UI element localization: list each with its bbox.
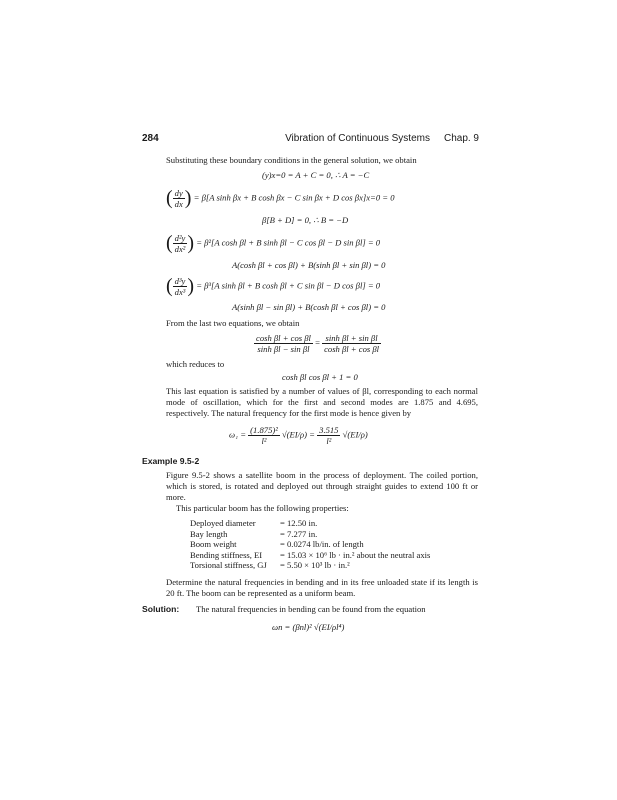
equation-10: ω₁ = $\frac{\text{(1.875)²}}{\text{l²}}$ √(EI/ρ) = $\frac{3.515}{\text{l²}}$ √(EI/ρ) xyxy=(229,425,368,446)
example-paragraph-1: Figure 9.5-2 shows a satellite boom in the process of deployment. The coiled portion, which is stored, is rotated and deployed out through straight guides to extend 100 ft or more. xyxy=(166,470,478,502)
equation-1: (y)x=0 = A + C = 0, ∴ A = −C xyxy=(262,170,370,180)
reduces-text: which reduces to xyxy=(166,359,225,369)
running-head xyxy=(285,133,479,144)
determine-paragraph: Determine the natural frequencies in bending and in its free unloaded state if its length is 20 ft. The boom can be represented as a uniform beam. xyxy=(166,577,478,598)
intro-text: Substituting these boundary conditions in the general solution, we obtain xyxy=(166,155,417,165)
equation-2: ( $\frac{dy}{dx}$ ) = β[A sinh βx + B cosh βx − C sin βx + D cos βx]x=0 = 0 xyxy=(166,187,395,209)
equation-6: ( $\frac{\text{d³y}}{\text{dx³}}$ ) = β³[A sinh βl + B cosh βl + C sin βl − D cos βl] = 0 xyxy=(166,275,381,297)
property-row: Bay length = 7.277 in. xyxy=(190,528,318,539)
solution-text: The natural frequencies in bending can be found from the equation xyxy=(196,604,426,614)
running-title: Vibration of Continuous Systems xyxy=(285,133,430,144)
equation-5: A(cosh βl + cos βl) + B(sinh βl + sin βl) = 0 xyxy=(232,260,386,270)
equation-6-rhs: = β³[A sinh βl + B cosh βl + C sin βl − D cos βl] = 0 xyxy=(196,280,381,291)
equation-8: $\frac{\text{cosh βl + cos βl}}{\text{sinh βl − sin βl}}$ = $\frac{\text{sinh βl + sin βl}}{\text{cosh βl + cos βl}}$ xyxy=(256,333,380,354)
from-last-text: From the last two equations, we obtain xyxy=(166,318,300,328)
solution-label: Solution: xyxy=(142,604,180,614)
chapter-label: Chap. 9 xyxy=(443,133,479,144)
equation-9: cosh βl cos βl + 1 = 0 xyxy=(282,372,358,382)
properties-table xyxy=(190,518,430,571)
equation-11: ωn = (βnl)² √(EI/ρl⁴) xyxy=(272,622,345,632)
equation-4: ( $\frac{\text{d²y}}{\text{dx²}}$ ) = β²[A cosh βl + B sinh βl − C cos βl − D sin βl] = 0 xyxy=(166,232,381,254)
equation-3: β[B + D] = 0, ∴ B = −D xyxy=(262,215,349,225)
property-row: Boom weight = 0.0274 lb/in. of length xyxy=(190,539,364,550)
equation-4-rhs: = β²[A cosh βl + B sinh βl − C cos βl − D sin βl] = 0 xyxy=(196,237,381,248)
page-number: 284 xyxy=(142,133,159,144)
equation-2-rhs: = β[A sinh βx + B cosh βx − C sin βx + D cos βx]x=0 = 0 xyxy=(193,192,395,203)
example-heading: Example 9.5-2 xyxy=(142,456,200,466)
property-row: Bending stiffness, EI = 15.03 × 10⁶ lb · in.² about the neutral axis xyxy=(190,549,431,560)
equation-7: A(sinh βl − sin βl) + B(cosh βl + cos βl) = 0 xyxy=(232,302,386,312)
property-row: Torsional stiffness, GJ = 5.50 × 10³ lb · in.² xyxy=(190,560,350,571)
property-row: Deployed diameter = 12.50 in. xyxy=(190,518,318,528)
satisfied-paragraph: This last equation is satisfied by a number of values of βl, corresponding to each normal mode of oscillation, which for the first and second modes are 1.875 and 4.695, respectively. The natural frequency for the first mode is hence given by xyxy=(166,386,478,418)
example-paragraph-2: This particular boom has the following properties: xyxy=(176,503,349,513)
